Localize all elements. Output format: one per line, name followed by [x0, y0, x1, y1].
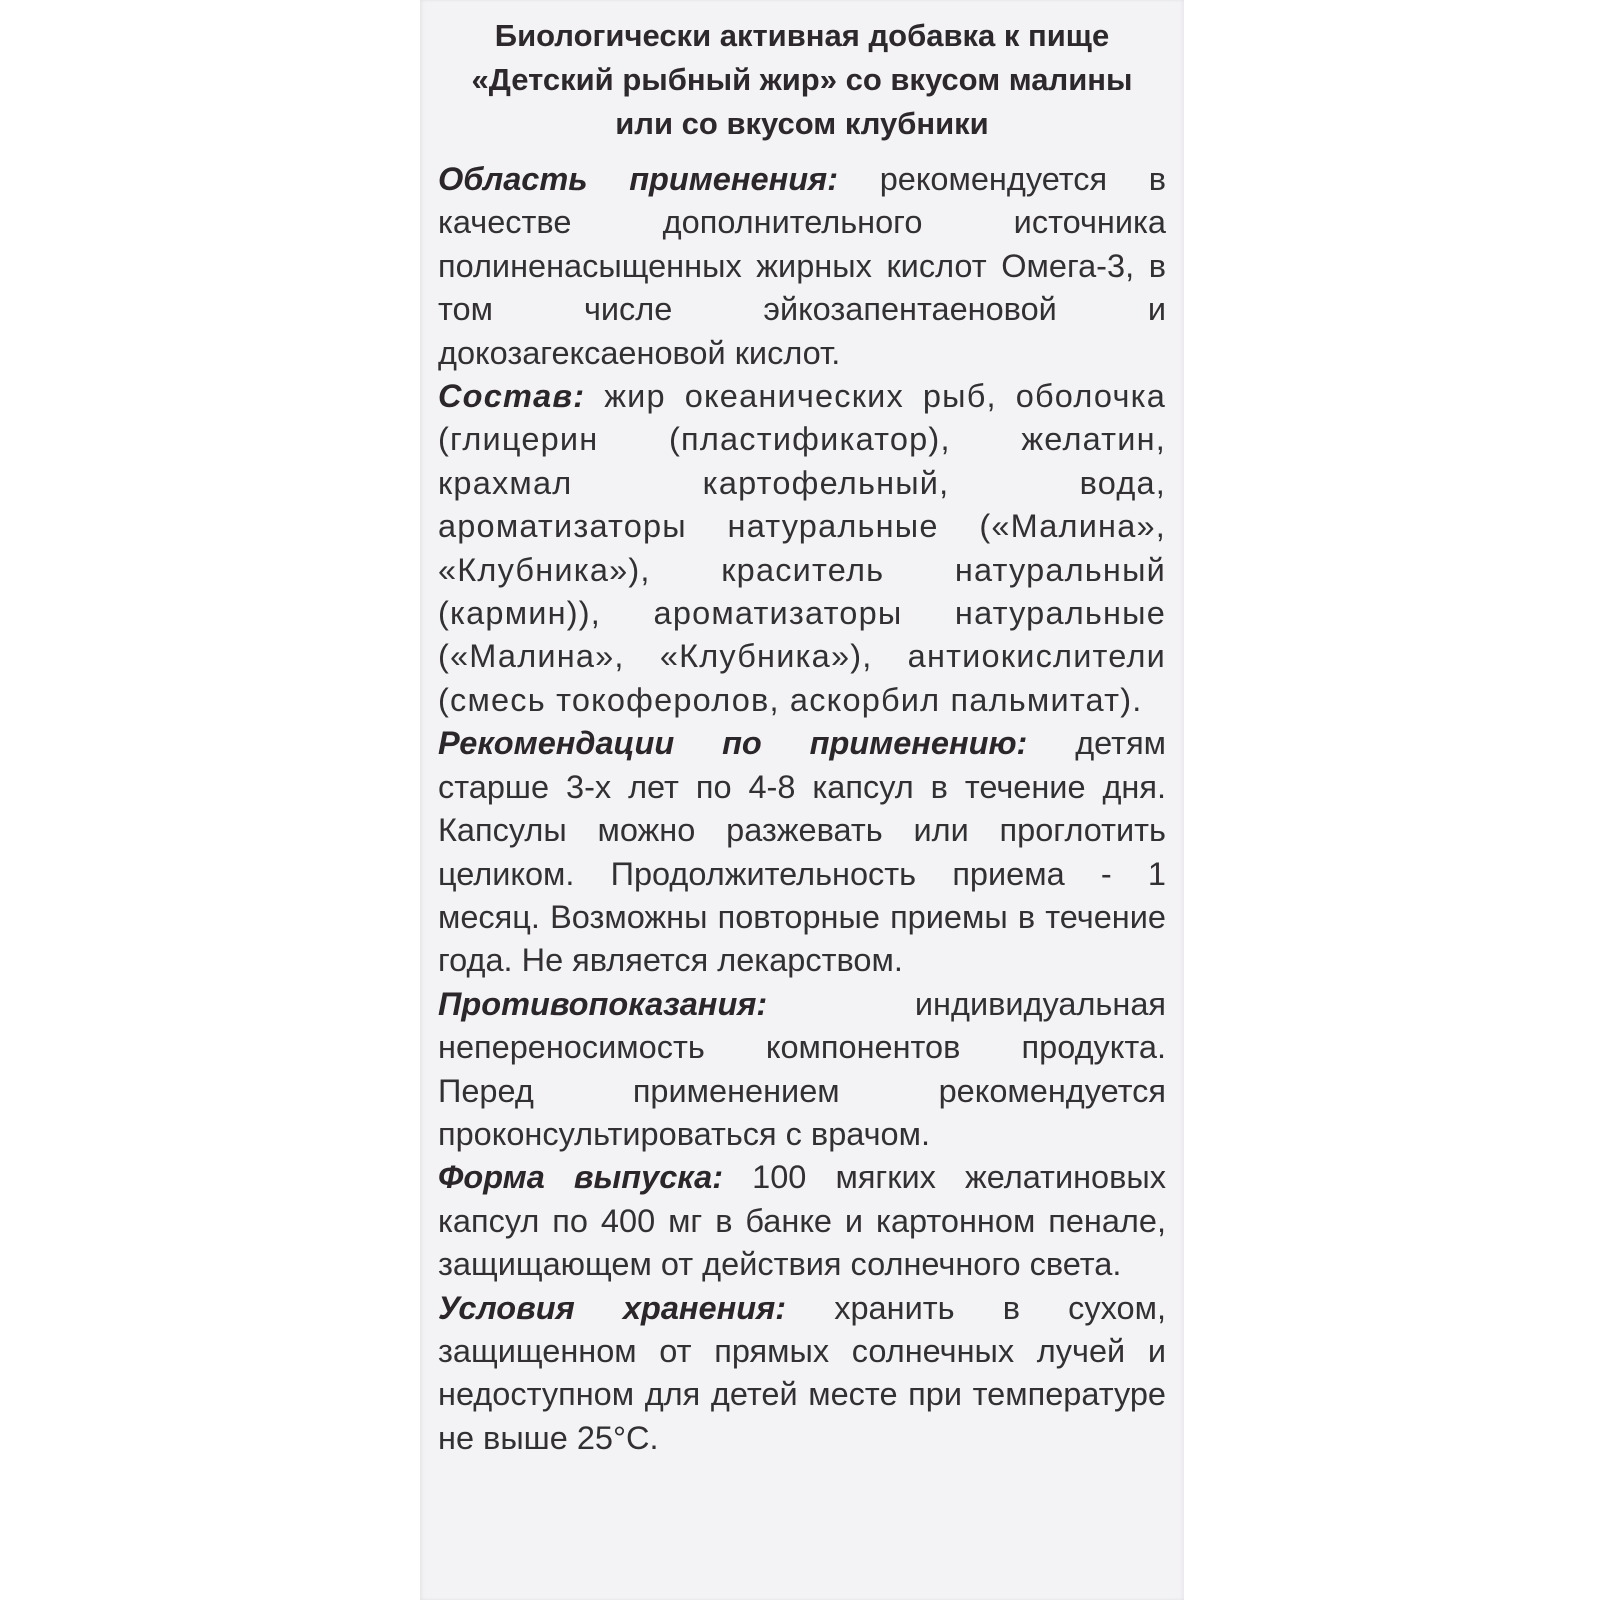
section-storage-conditions — [438, 1287, 1166, 1461]
section-heading: Рекомендации по применению: — [438, 725, 1028, 762]
section-text: жир океанических рыб, оболочка (глицерин (пластификатор), желатин, крахмал картофельный, вода, ароматизаторы натуральные («Малина», «Клубника»), краситель натуральный (кармин)), ароматизаторы натуральные («Малина», «Клубника»), антиокислители (смесь токоферолов, аскорбил пальмитат). — [438, 378, 1167, 718]
section-heading: Форма выпуска: — [438, 1159, 724, 1196]
section-text: хранить в сухом, защищенном от прямых солнечных лучей и недоступном для детей месте при температуре не выше 25°C. — [438, 1289, 1166, 1456]
section-composition — [438, 375, 1166, 722]
section-contraindications — [438, 983, 1166, 1157]
section-heading: Состав: — [438, 378, 586, 415]
label-text-block — [438, 14, 1166, 1460]
section-heading: Условия хранения: — [438, 1289, 787, 1326]
section-release-form — [438, 1156, 1166, 1286]
section-text: индивидуальная непереносимость компонентов продукта. Перед применением рекомендуется проконсультироваться с врачом. — [438, 985, 1166, 1152]
section-text: рекомендуется в качестве дополнительного источника полиненасыщенных жирных кислот Омега-3, в том числе эйкозапентаеновой и докозагексаеновой кислот. — [438, 161, 1167, 371]
section-application-area — [438, 158, 1166, 375]
section-recommendations — [438, 722, 1166, 982]
section-text: 100 мягких желатиновых капсул по 400 мг в банке и картонном пенале, защищающем от действия солнечного света. — [438, 1159, 1166, 1283]
product-title: Биологически активная добавка к пище «Детский рыбный жир» со вкусом малины или со вкусом клубники — [471, 18, 1133, 141]
section-heading: Область применения: — [438, 161, 839, 197]
section-text: детям старше 3-х лет по 4-8 капсул в течение дня. Капсулы можно разжевать или проглотить целиком. Продолжительность приема - 1 месяц. Возможны повторные приемы в течение года. Не является лекарством. — [438, 725, 1167, 979]
section-heading: Противопоказания: — [438, 985, 768, 1022]
